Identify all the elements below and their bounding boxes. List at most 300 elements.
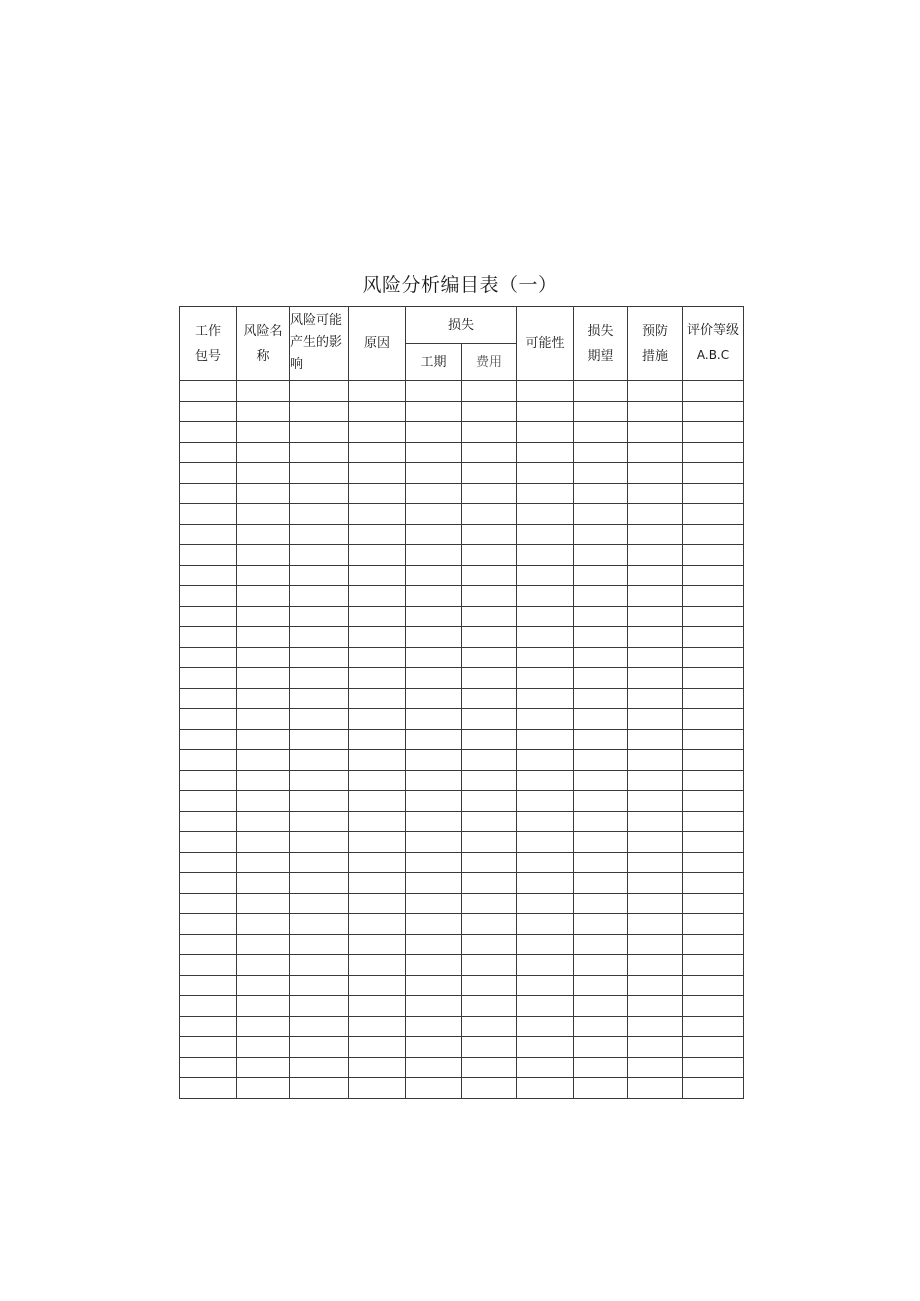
- table-cell[interactable]: [180, 811, 237, 832]
- table-cell[interactable]: [349, 709, 406, 730]
- table-cell[interactable]: [574, 442, 628, 463]
- table-cell[interactable]: [180, 668, 237, 689]
- table-cell[interactable]: [290, 422, 349, 443]
- table-cell[interactable]: [180, 852, 237, 873]
- table-cell[interactable]: [406, 1057, 462, 1078]
- table-cell[interactable]: [517, 729, 574, 750]
- table-cell[interactable]: [628, 545, 683, 566]
- table-cell[interactable]: [237, 647, 290, 668]
- table-cell[interactable]: [406, 955, 462, 976]
- table-cell[interactable]: [290, 873, 349, 894]
- table-cell[interactable]: [628, 483, 683, 504]
- table-cell[interactable]: [180, 401, 237, 422]
- table-cell[interactable]: [517, 504, 574, 525]
- table-cell[interactable]: [517, 811, 574, 832]
- table-cell[interactable]: [237, 483, 290, 504]
- table-cell[interactable]: [628, 934, 683, 955]
- table-cell[interactable]: [517, 893, 574, 914]
- table-cell[interactable]: [406, 401, 462, 422]
- table-cell[interactable]: [349, 688, 406, 709]
- table-cell[interactable]: [180, 996, 237, 1017]
- table-cell[interactable]: [517, 442, 574, 463]
- table-cell[interactable]: [683, 729, 744, 750]
- table-cell[interactable]: [290, 381, 349, 402]
- table-cell[interactable]: [517, 627, 574, 648]
- table-cell[interactable]: [683, 586, 744, 607]
- table-cell[interactable]: [574, 586, 628, 607]
- table-cell[interactable]: [290, 791, 349, 812]
- table-cell[interactable]: [517, 832, 574, 853]
- table-cell[interactable]: [683, 955, 744, 976]
- table-cell[interactable]: [180, 729, 237, 750]
- table-cell[interactable]: [517, 1037, 574, 1058]
- table-cell[interactable]: [237, 381, 290, 402]
- table-cell[interactable]: [349, 975, 406, 996]
- table-cell[interactable]: [290, 606, 349, 627]
- table-cell[interactable]: [517, 914, 574, 935]
- table-cell[interactable]: [349, 442, 406, 463]
- table-cell[interactable]: [180, 381, 237, 402]
- table-cell[interactable]: [180, 955, 237, 976]
- table-cell[interactable]: [349, 504, 406, 525]
- table-cell[interactable]: [628, 975, 683, 996]
- table-cell[interactable]: [574, 750, 628, 771]
- table-cell[interactable]: [628, 996, 683, 1017]
- table-cell[interactable]: [462, 914, 517, 935]
- table-cell[interactable]: [237, 442, 290, 463]
- table-cell[interactable]: [406, 914, 462, 935]
- table-cell[interactable]: [349, 914, 406, 935]
- table-cell[interactable]: [683, 893, 744, 914]
- table-cell[interactable]: [349, 1016, 406, 1037]
- table-cell[interactable]: [628, 647, 683, 668]
- table-cell[interactable]: [180, 606, 237, 627]
- table-cell[interactable]: [517, 852, 574, 873]
- table-cell[interactable]: [290, 524, 349, 545]
- table-cell[interactable]: [628, 1037, 683, 1058]
- table-cell[interactable]: [406, 832, 462, 853]
- table-cell[interactable]: [406, 709, 462, 730]
- table-cell[interactable]: [180, 832, 237, 853]
- table-cell[interactable]: [462, 504, 517, 525]
- table-cell[interactable]: [462, 832, 517, 853]
- table-cell[interactable]: [180, 770, 237, 791]
- table-cell[interactable]: [349, 934, 406, 955]
- table-cell[interactable]: [574, 893, 628, 914]
- table-cell[interactable]: [517, 524, 574, 545]
- table-cell[interactable]: [574, 914, 628, 935]
- table-cell[interactable]: [574, 565, 628, 586]
- table-cell[interactable]: [237, 770, 290, 791]
- table-cell[interactable]: [406, 647, 462, 668]
- table-cell[interactable]: [290, 1016, 349, 1037]
- table-cell[interactable]: [683, 647, 744, 668]
- table-cell[interactable]: [237, 791, 290, 812]
- table-cell[interactable]: [574, 1016, 628, 1037]
- table-cell[interactable]: [349, 463, 406, 484]
- table-cell[interactable]: [517, 586, 574, 607]
- table-cell[interactable]: [349, 565, 406, 586]
- table-cell[interactable]: [574, 1057, 628, 1078]
- table-cell[interactable]: [349, 668, 406, 689]
- table-cell[interactable]: [628, 914, 683, 935]
- table-cell[interactable]: [237, 463, 290, 484]
- table-cell[interactable]: [628, 770, 683, 791]
- table-cell[interactable]: [290, 914, 349, 935]
- table-cell[interactable]: [574, 791, 628, 812]
- table-cell[interactable]: [237, 729, 290, 750]
- table-cell[interactable]: [180, 914, 237, 935]
- table-cell[interactable]: [574, 647, 628, 668]
- table-cell[interactable]: [406, 606, 462, 627]
- table-cell[interactable]: [406, 463, 462, 484]
- table-cell[interactable]: [462, 381, 517, 402]
- table-cell[interactable]: [462, 463, 517, 484]
- table-cell[interactable]: [683, 1057, 744, 1078]
- table-cell[interactable]: [180, 893, 237, 914]
- table-cell[interactable]: [683, 832, 744, 853]
- table-cell[interactable]: [349, 791, 406, 812]
- table-cell[interactable]: [628, 627, 683, 648]
- table-cell[interactable]: [574, 401, 628, 422]
- table-cell[interactable]: [237, 975, 290, 996]
- table-cell[interactable]: [628, 442, 683, 463]
- table-cell[interactable]: [237, 524, 290, 545]
- table-cell[interactable]: [237, 565, 290, 586]
- table-cell[interactable]: [237, 852, 290, 873]
- table-cell[interactable]: [628, 1016, 683, 1037]
- table-cell[interactable]: [180, 422, 237, 443]
- table-cell[interactable]: [462, 873, 517, 894]
- table-cell[interactable]: [406, 1016, 462, 1037]
- table-cell[interactable]: [574, 381, 628, 402]
- table-cell[interactable]: [180, 873, 237, 894]
- table-cell[interactable]: [628, 893, 683, 914]
- table-cell[interactable]: [237, 996, 290, 1017]
- table-cell[interactable]: [683, 1016, 744, 1037]
- table-cell[interactable]: [462, 750, 517, 771]
- table-cell[interactable]: [349, 545, 406, 566]
- table-cell[interactable]: [406, 483, 462, 504]
- table-cell[interactable]: [349, 1057, 406, 1078]
- table-cell[interactable]: [574, 975, 628, 996]
- table-cell[interactable]: [683, 811, 744, 832]
- table-cell[interactable]: [574, 1037, 628, 1058]
- table-cell[interactable]: [628, 729, 683, 750]
- table-cell[interactable]: [349, 750, 406, 771]
- table-cell[interactable]: [406, 975, 462, 996]
- table-cell[interactable]: [349, 422, 406, 443]
- table-cell[interactable]: [290, 934, 349, 955]
- table-cell[interactable]: [349, 996, 406, 1017]
- table-cell[interactable]: [574, 852, 628, 873]
- table-cell[interactable]: [462, 483, 517, 504]
- table-cell[interactable]: [290, 483, 349, 504]
- table-cell[interactable]: [683, 791, 744, 812]
- table-cell[interactable]: [683, 709, 744, 730]
- table-cell[interactable]: [180, 750, 237, 771]
- table-cell[interactable]: [406, 1037, 462, 1058]
- table-cell[interactable]: [628, 811, 683, 832]
- table-cell[interactable]: [349, 524, 406, 545]
- table-cell[interactable]: [683, 852, 744, 873]
- table-cell[interactable]: [290, 504, 349, 525]
- table-cell[interactable]: [290, 770, 349, 791]
- table-cell[interactable]: [574, 524, 628, 545]
- table-cell[interactable]: [462, 627, 517, 648]
- table-cell[interactable]: [237, 893, 290, 914]
- table-cell[interactable]: [462, 647, 517, 668]
- table-cell[interactable]: [683, 524, 744, 545]
- table-cell[interactable]: [349, 647, 406, 668]
- table-cell[interactable]: [349, 586, 406, 607]
- table-cell[interactable]: [290, 586, 349, 607]
- table-cell[interactable]: [180, 709, 237, 730]
- table-cell[interactable]: [574, 422, 628, 443]
- table-cell[interactable]: [628, 504, 683, 525]
- table-cell[interactable]: [406, 422, 462, 443]
- table-cell[interactable]: [628, 873, 683, 894]
- table-cell[interactable]: [290, 811, 349, 832]
- table-cell[interactable]: [290, 750, 349, 771]
- table-cell[interactable]: [180, 975, 237, 996]
- table-cell[interactable]: [180, 483, 237, 504]
- table-cell[interactable]: [683, 565, 744, 586]
- table-cell[interactable]: [180, 934, 237, 955]
- table-cell[interactable]: [574, 811, 628, 832]
- table-cell[interactable]: [517, 770, 574, 791]
- table-cell[interactable]: [462, 586, 517, 607]
- table-cell[interactable]: [237, 627, 290, 648]
- table-cell[interactable]: [180, 1057, 237, 1078]
- table-cell[interactable]: [462, 668, 517, 689]
- table-cell[interactable]: [180, 565, 237, 586]
- table-cell[interactable]: [462, 688, 517, 709]
- table-cell[interactable]: [517, 873, 574, 894]
- table-cell[interactable]: [462, 729, 517, 750]
- table-cell[interactable]: [462, 852, 517, 873]
- table-cell[interactable]: [517, 483, 574, 504]
- table-cell[interactable]: [517, 1078, 574, 1099]
- table-cell[interactable]: [683, 668, 744, 689]
- table-cell[interactable]: [574, 606, 628, 627]
- table-cell[interactable]: [574, 873, 628, 894]
- table-cell[interactable]: [237, 688, 290, 709]
- table-cell[interactable]: [237, 914, 290, 935]
- table-cell[interactable]: [180, 647, 237, 668]
- table-cell[interactable]: [349, 955, 406, 976]
- table-cell[interactable]: [406, 688, 462, 709]
- table-cell[interactable]: [180, 463, 237, 484]
- table-cell[interactable]: [349, 811, 406, 832]
- table-cell[interactable]: [628, 586, 683, 607]
- table-cell[interactable]: [574, 709, 628, 730]
- table-cell[interactable]: [290, 545, 349, 566]
- table-cell[interactable]: [517, 545, 574, 566]
- table-cell[interactable]: [237, 668, 290, 689]
- table-cell[interactable]: [683, 914, 744, 935]
- table-cell[interactable]: [290, 996, 349, 1017]
- table-cell[interactable]: [237, 504, 290, 525]
- table-cell[interactable]: [237, 955, 290, 976]
- table-cell[interactable]: [290, 709, 349, 730]
- table-cell[interactable]: [462, 1078, 517, 1099]
- table-cell[interactable]: [349, 483, 406, 504]
- table-cell[interactable]: [237, 422, 290, 443]
- table-cell[interactable]: [574, 504, 628, 525]
- table-cell[interactable]: [517, 996, 574, 1017]
- table-cell[interactable]: [517, 565, 574, 586]
- table-cell[interactable]: [406, 729, 462, 750]
- table-cell[interactable]: [237, 832, 290, 853]
- table-cell[interactable]: [462, 955, 517, 976]
- table-cell[interactable]: [406, 524, 462, 545]
- table-cell[interactable]: [683, 627, 744, 648]
- table-cell[interactable]: [237, 873, 290, 894]
- table-cell[interactable]: [628, 565, 683, 586]
- table-cell[interactable]: [517, 422, 574, 443]
- table-cell[interactable]: [237, 1078, 290, 1099]
- table-cell[interactable]: [462, 401, 517, 422]
- table-cell[interactable]: [180, 688, 237, 709]
- table-cell[interactable]: [462, 811, 517, 832]
- table-cell[interactable]: [574, 627, 628, 648]
- table-cell[interactable]: [237, 934, 290, 955]
- table-cell[interactable]: [628, 955, 683, 976]
- table-cell[interactable]: [574, 463, 628, 484]
- table-cell[interactable]: [406, 545, 462, 566]
- table-cell[interactable]: [574, 483, 628, 504]
- table-cell[interactable]: [683, 975, 744, 996]
- table-cell[interactable]: [349, 852, 406, 873]
- table-cell[interactable]: [574, 934, 628, 955]
- table-cell[interactable]: [180, 791, 237, 812]
- table-cell[interactable]: [683, 442, 744, 463]
- table-cell[interactable]: [290, 565, 349, 586]
- table-cell[interactable]: [290, 1037, 349, 1058]
- table-cell[interactable]: [349, 1078, 406, 1099]
- table-cell[interactable]: [406, 852, 462, 873]
- table-cell[interactable]: [237, 1037, 290, 1058]
- table-cell[interactable]: [290, 442, 349, 463]
- table-cell[interactable]: [237, 606, 290, 627]
- table-cell[interactable]: [683, 504, 744, 525]
- table-cell[interactable]: [290, 1057, 349, 1078]
- table-cell[interactable]: [517, 463, 574, 484]
- table-cell[interactable]: [683, 1037, 744, 1058]
- table-cell[interactable]: [349, 729, 406, 750]
- table-cell[interactable]: [517, 975, 574, 996]
- table-cell[interactable]: [517, 1057, 574, 1078]
- table-cell[interactable]: [180, 545, 237, 566]
- table-cell[interactable]: [180, 586, 237, 607]
- table-cell[interactable]: [683, 934, 744, 955]
- table-cell[interactable]: [628, 524, 683, 545]
- table-cell[interactable]: [349, 381, 406, 402]
- table-cell[interactable]: [290, 627, 349, 648]
- table-cell[interactable]: [237, 1016, 290, 1037]
- table-cell[interactable]: [462, 545, 517, 566]
- table-cell[interactable]: [683, 1078, 744, 1099]
- table-cell[interactable]: [349, 832, 406, 853]
- table-cell[interactable]: [628, 381, 683, 402]
- table-cell[interactable]: [683, 422, 744, 443]
- table-cell[interactable]: [237, 811, 290, 832]
- table-cell[interactable]: [462, 709, 517, 730]
- table-cell[interactable]: [290, 647, 349, 668]
- table-cell[interactable]: [180, 1016, 237, 1037]
- table-cell[interactable]: [628, 832, 683, 853]
- table-cell[interactable]: [349, 893, 406, 914]
- table-cell[interactable]: [349, 770, 406, 791]
- table-cell[interactable]: [517, 750, 574, 771]
- table-cell[interactable]: [517, 401, 574, 422]
- table-cell[interactable]: [237, 709, 290, 730]
- table-cell[interactable]: [406, 996, 462, 1017]
- table-cell[interactable]: [628, 709, 683, 730]
- table-cell[interactable]: [406, 1078, 462, 1099]
- table-cell[interactable]: [406, 627, 462, 648]
- table-cell[interactable]: [462, 565, 517, 586]
- table-cell[interactable]: [349, 401, 406, 422]
- table-cell[interactable]: [517, 934, 574, 955]
- table-cell[interactable]: [406, 586, 462, 607]
- table-cell[interactable]: [406, 750, 462, 771]
- table-cell[interactable]: [406, 770, 462, 791]
- table-cell[interactable]: [683, 996, 744, 1017]
- table-cell[interactable]: [462, 791, 517, 812]
- table-cell[interactable]: [349, 627, 406, 648]
- table-cell[interactable]: [406, 504, 462, 525]
- table-cell[interactable]: [180, 627, 237, 648]
- table-cell[interactable]: [290, 688, 349, 709]
- table-cell[interactable]: [462, 606, 517, 627]
- table-cell[interactable]: [180, 442, 237, 463]
- table-cell[interactable]: [574, 668, 628, 689]
- table-cell[interactable]: [683, 873, 744, 894]
- table-cell[interactable]: [574, 688, 628, 709]
- table-cell[interactable]: [628, 422, 683, 443]
- table-cell[interactable]: [517, 381, 574, 402]
- table-cell[interactable]: [517, 955, 574, 976]
- table-cell[interactable]: [628, 1057, 683, 1078]
- table-cell[interactable]: [628, 688, 683, 709]
- table-cell[interactable]: [462, 770, 517, 791]
- table-cell[interactable]: [517, 647, 574, 668]
- table-cell[interactable]: [683, 688, 744, 709]
- table-cell[interactable]: [180, 504, 237, 525]
- table-cell[interactable]: [406, 381, 462, 402]
- table-cell[interactable]: [406, 934, 462, 955]
- table-cell[interactable]: [462, 524, 517, 545]
- table-cell[interactable]: [517, 709, 574, 730]
- table-cell[interactable]: [290, 1078, 349, 1099]
- table-cell[interactable]: [237, 401, 290, 422]
- table-cell[interactable]: [237, 750, 290, 771]
- table-cell[interactable]: [406, 565, 462, 586]
- table-cell[interactable]: [290, 729, 349, 750]
- table-cell[interactable]: [462, 934, 517, 955]
- table-cell[interactable]: [462, 996, 517, 1017]
- table-cell[interactable]: [683, 381, 744, 402]
- table-cell[interactable]: [290, 463, 349, 484]
- table-cell[interactable]: [517, 606, 574, 627]
- table-cell[interactable]: [290, 668, 349, 689]
- table-cell[interactable]: [462, 422, 517, 443]
- table-cell[interactable]: [237, 545, 290, 566]
- table-cell[interactable]: [628, 750, 683, 771]
- table-cell[interactable]: [574, 545, 628, 566]
